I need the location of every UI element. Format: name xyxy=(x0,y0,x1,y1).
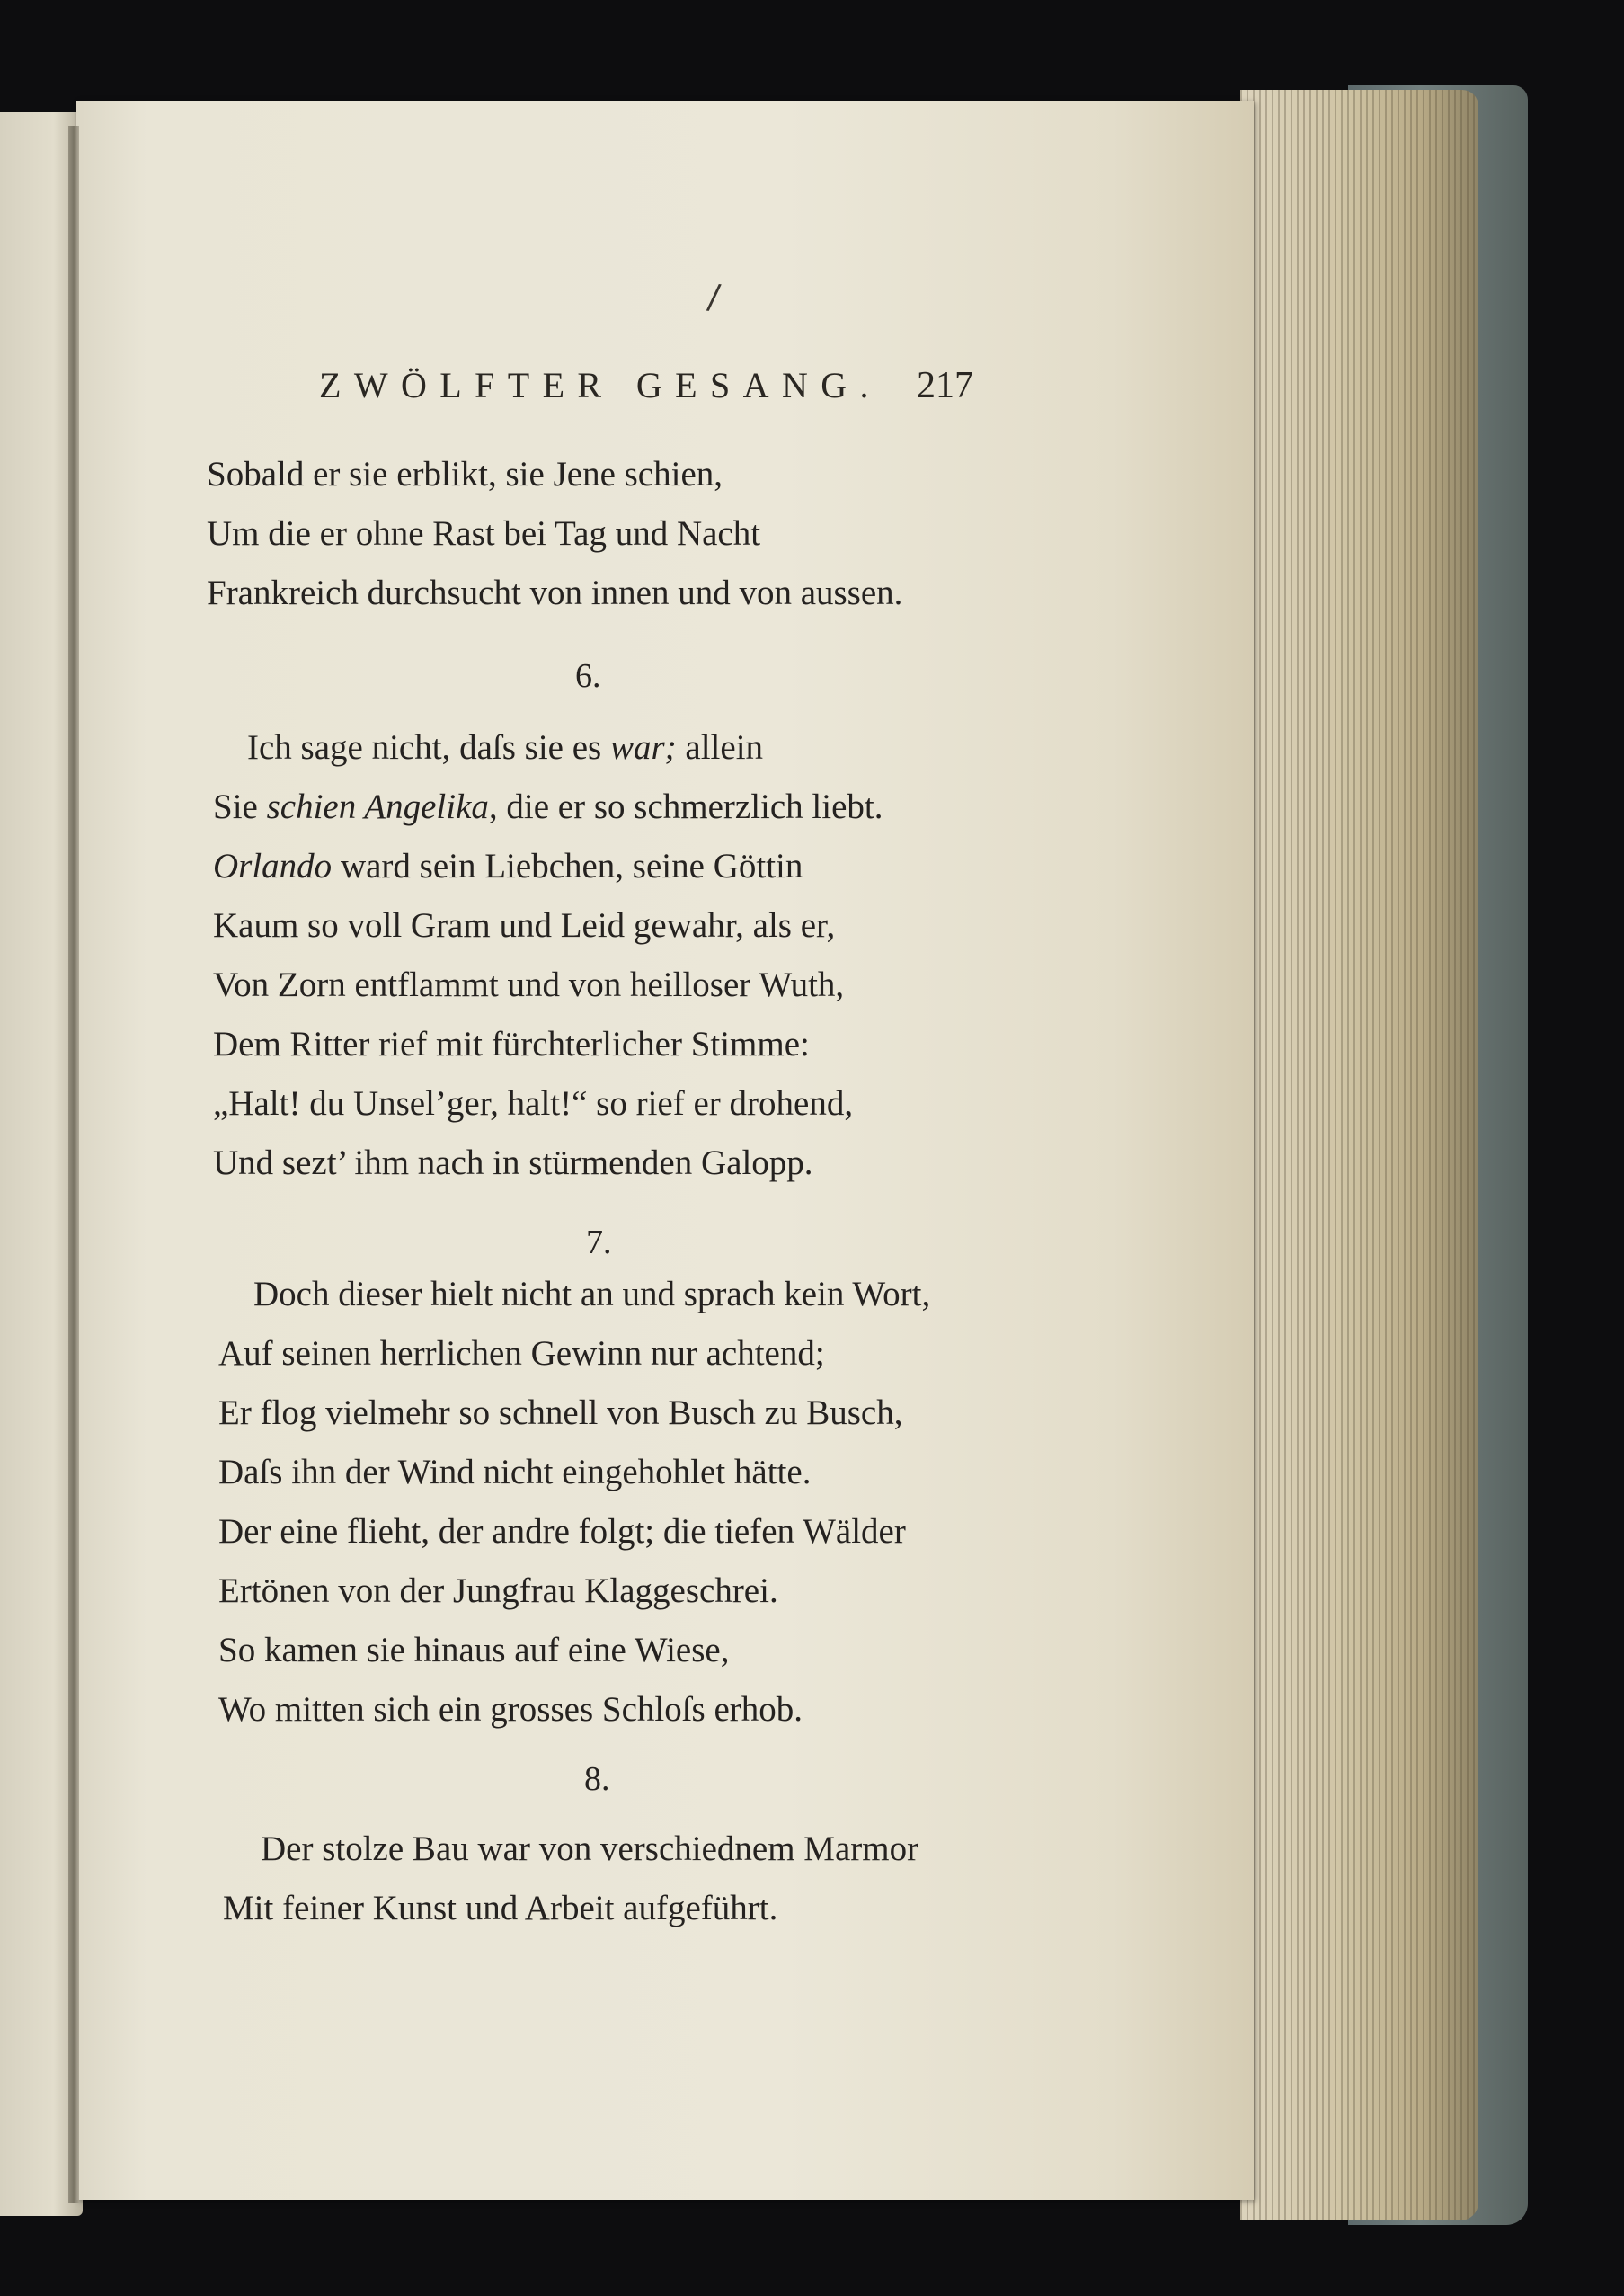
stanza-number: 8. xyxy=(584,1760,610,1798)
verse-line: „Halt! du Unsel’ger, halt!“ so rief er drohend, xyxy=(213,1084,854,1123)
verse-text: Ich sage nicht, daſs sie es xyxy=(247,728,610,767)
verse-text: Sie xyxy=(213,788,267,826)
verse-line: Frankreich durchsucht von innen und von aussen. xyxy=(207,574,903,612)
verse-line: Mit feiner Kunst und Arbeit aufgeführt. xyxy=(223,1889,778,1927)
verse-line: Kaum so voll Gram und Leid gewahr, als er, xyxy=(213,906,836,945)
verse-line: Und sezt’ ihm nach in stürmenden Galopp. xyxy=(213,1144,813,1182)
verse-text: ward sein Liebchen, seine Göttin xyxy=(332,847,803,885)
verse-line: Sobald er sie erblikt, sie Jene schien, xyxy=(207,455,723,494)
verse-line xyxy=(247,730,763,765)
verse-line: Doch dieser hielt nicht an und sprach kein Wort, xyxy=(253,1275,931,1313)
book-gutter xyxy=(68,126,79,2203)
verse-line: So kamen sie hinaus auf eine Wiese, xyxy=(218,1631,730,1669)
verse-line: Ertönen von der Jungfrau Klaggeschrei. xyxy=(218,1571,778,1610)
page-stack-edge xyxy=(1240,90,1478,2220)
verse-italic: war; xyxy=(609,728,677,767)
verse-line: Wo mitten sich ein grosses Schloſs erhob. xyxy=(218,1690,803,1729)
pencil-mark: / xyxy=(706,276,723,317)
stanza-number: 7. xyxy=(586,1224,612,1261)
verse-line: Daſs ihn der Wind nicht eingehohlet hätte. xyxy=(218,1453,812,1491)
verse-italic: Orlando xyxy=(213,847,333,885)
verse-line: Von Zorn entflammt und von heilloser Wuth, xyxy=(213,966,845,1004)
verse-line: Auf seinen herrlichen Gewinn nur achtend; xyxy=(218,1334,825,1373)
verse-line: Dem Ritter rief mit fürchterlicher Stimme: xyxy=(213,1025,810,1063)
running-head: ZWÖLFTER GESANG. xyxy=(319,365,882,405)
page-number: 217 xyxy=(917,365,973,406)
verse-line xyxy=(213,849,803,884)
verse-line: Um die er ohne Rast bei Tag und Nacht xyxy=(207,514,761,553)
verse-line: Der stolze Bau war von verschiednem Marmor xyxy=(261,1829,919,1868)
verse-line: Er flog vielmehr so schnell von Busch zu Busch, xyxy=(218,1393,903,1432)
verse-text: allein xyxy=(676,728,764,767)
verse-text: die er so schmerzlich liebt. xyxy=(497,788,883,826)
verse-line: Der eine flieht, der andre folgt; die tiefen Wälder xyxy=(218,1512,906,1551)
verse-italic: schien Angelika, xyxy=(266,788,498,826)
stanza-number: 6. xyxy=(575,657,601,695)
verse-line xyxy=(213,789,883,824)
